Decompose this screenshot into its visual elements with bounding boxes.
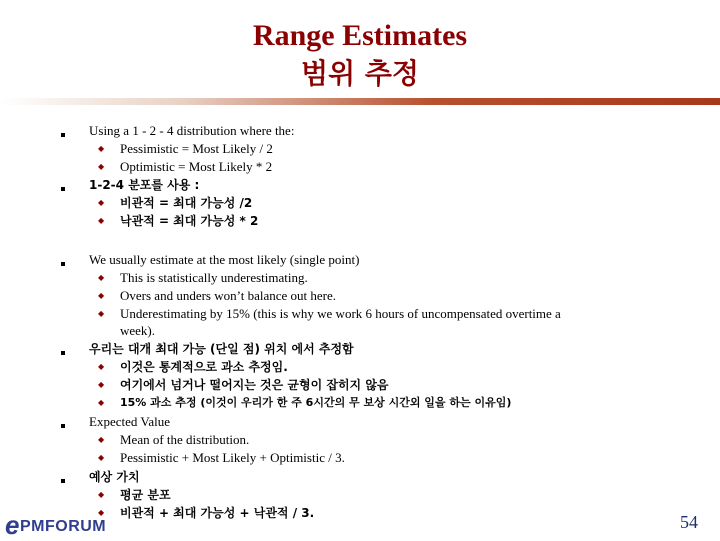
diamond-bullet-icon: ◆ — [98, 435, 105, 444]
list-item: 1-2-4 분포를 사용 : — [89, 178, 200, 192]
slide-subtitle: 범위 추정 — [301, 57, 419, 90]
diamond-bullet-icon: ◆ — [98, 162, 105, 171]
diamond-bullet-icon: ◆ — [98, 362, 105, 371]
bullet-marker — [61, 479, 65, 483]
list-item: 우리는 대개 최대 가능 (단일 점) 위치 에서 추정함 — [89, 342, 354, 356]
diamond-bullet-icon: ◆ — [98, 380, 105, 389]
list-item: We usually estimate at the most likely (single point) — [89, 252, 360, 267]
diamond-bullet-icon: ◆ — [98, 309, 105, 318]
diamond-bullet-icon: ◆ — [98, 398, 105, 407]
sub-list-item: Mean of the distribution. — [120, 432, 250, 447]
diamond-bullet-icon: ◆ — [98, 144, 105, 153]
list-item: 예상 가치 — [89, 470, 140, 484]
sub-list-item: This is statistically underestimating. — [120, 270, 308, 285]
bullet-marker — [61, 351, 65, 355]
diamond-bullet-icon: ◆ — [98, 273, 105, 282]
sub-list-item: Pessimistic = Most Likely / 2 — [120, 141, 273, 156]
sub-list-item-continuation: week). — [120, 323, 156, 338]
diamond-bullet-icon: ◆ — [98, 291, 105, 300]
sub-list-item: Optimistic = Most Likely * 2 — [120, 159, 273, 174]
bullet-marker — [61, 262, 65, 266]
diamond-bullet-icon: ◆ — [98, 490, 105, 499]
bullet-marker — [61, 133, 65, 137]
sub-list-item: Pessimistic + Most Likely + Optimistic / 3. — [120, 450, 345, 465]
sub-list-item: 비관적 + 최대 가능성 + 낙관적 / 3. — [120, 506, 315, 520]
logo-text: PMFORUM — [19, 518, 107, 535]
logo-e-letter: e — [5, 510, 20, 540]
sub-list-item: Overs and unders won’t balance out here. — [120, 288, 336, 303]
diamond-bullet-icon: ◆ — [98, 453, 105, 462]
bullet-marker — [61, 424, 65, 428]
sub-list-item: Underestimating by 15% (this is why we work 6 hours of uncompensated overtime a — [120, 306, 561, 321]
list-item: Expected Value — [89, 414, 170, 429]
diamond-bullet-icon: ◆ — [98, 216, 105, 225]
sub-list-item: 이것은 통계적으로 과소 추정임. — [120, 360, 288, 374]
sub-list-item: 낙관적 = 최대 가능성 * 2 — [120, 214, 259, 228]
diamond-bullet-icon: ◆ — [98, 198, 105, 207]
sub-list-item: 15% 과소 추정 (이것이 우리가 한 주 6시간의 무 보상 시간외 일을 하는 이유임) — [120, 396, 512, 409]
page-number: 54 — [680, 512, 698, 532]
slide-title: Range Estimates — [252, 19, 468, 52]
sub-list-item: 비관적 = 최대 가능성 /2 — [120, 196, 253, 210]
list-item: Using a 1 - 2 - 4 distribution where the: — [89, 123, 295, 138]
pmforum-logo — [5, 510, 106, 541]
sub-list-item: 여기에서 넘거나 떨어지는 것은 균형이 잡히지 않음 — [120, 378, 389, 392]
bullet-marker — [61, 187, 65, 191]
diamond-bullet-icon: ◆ — [98, 508, 105, 517]
sub-list-item: 평균 분포 — [120, 488, 171, 502]
